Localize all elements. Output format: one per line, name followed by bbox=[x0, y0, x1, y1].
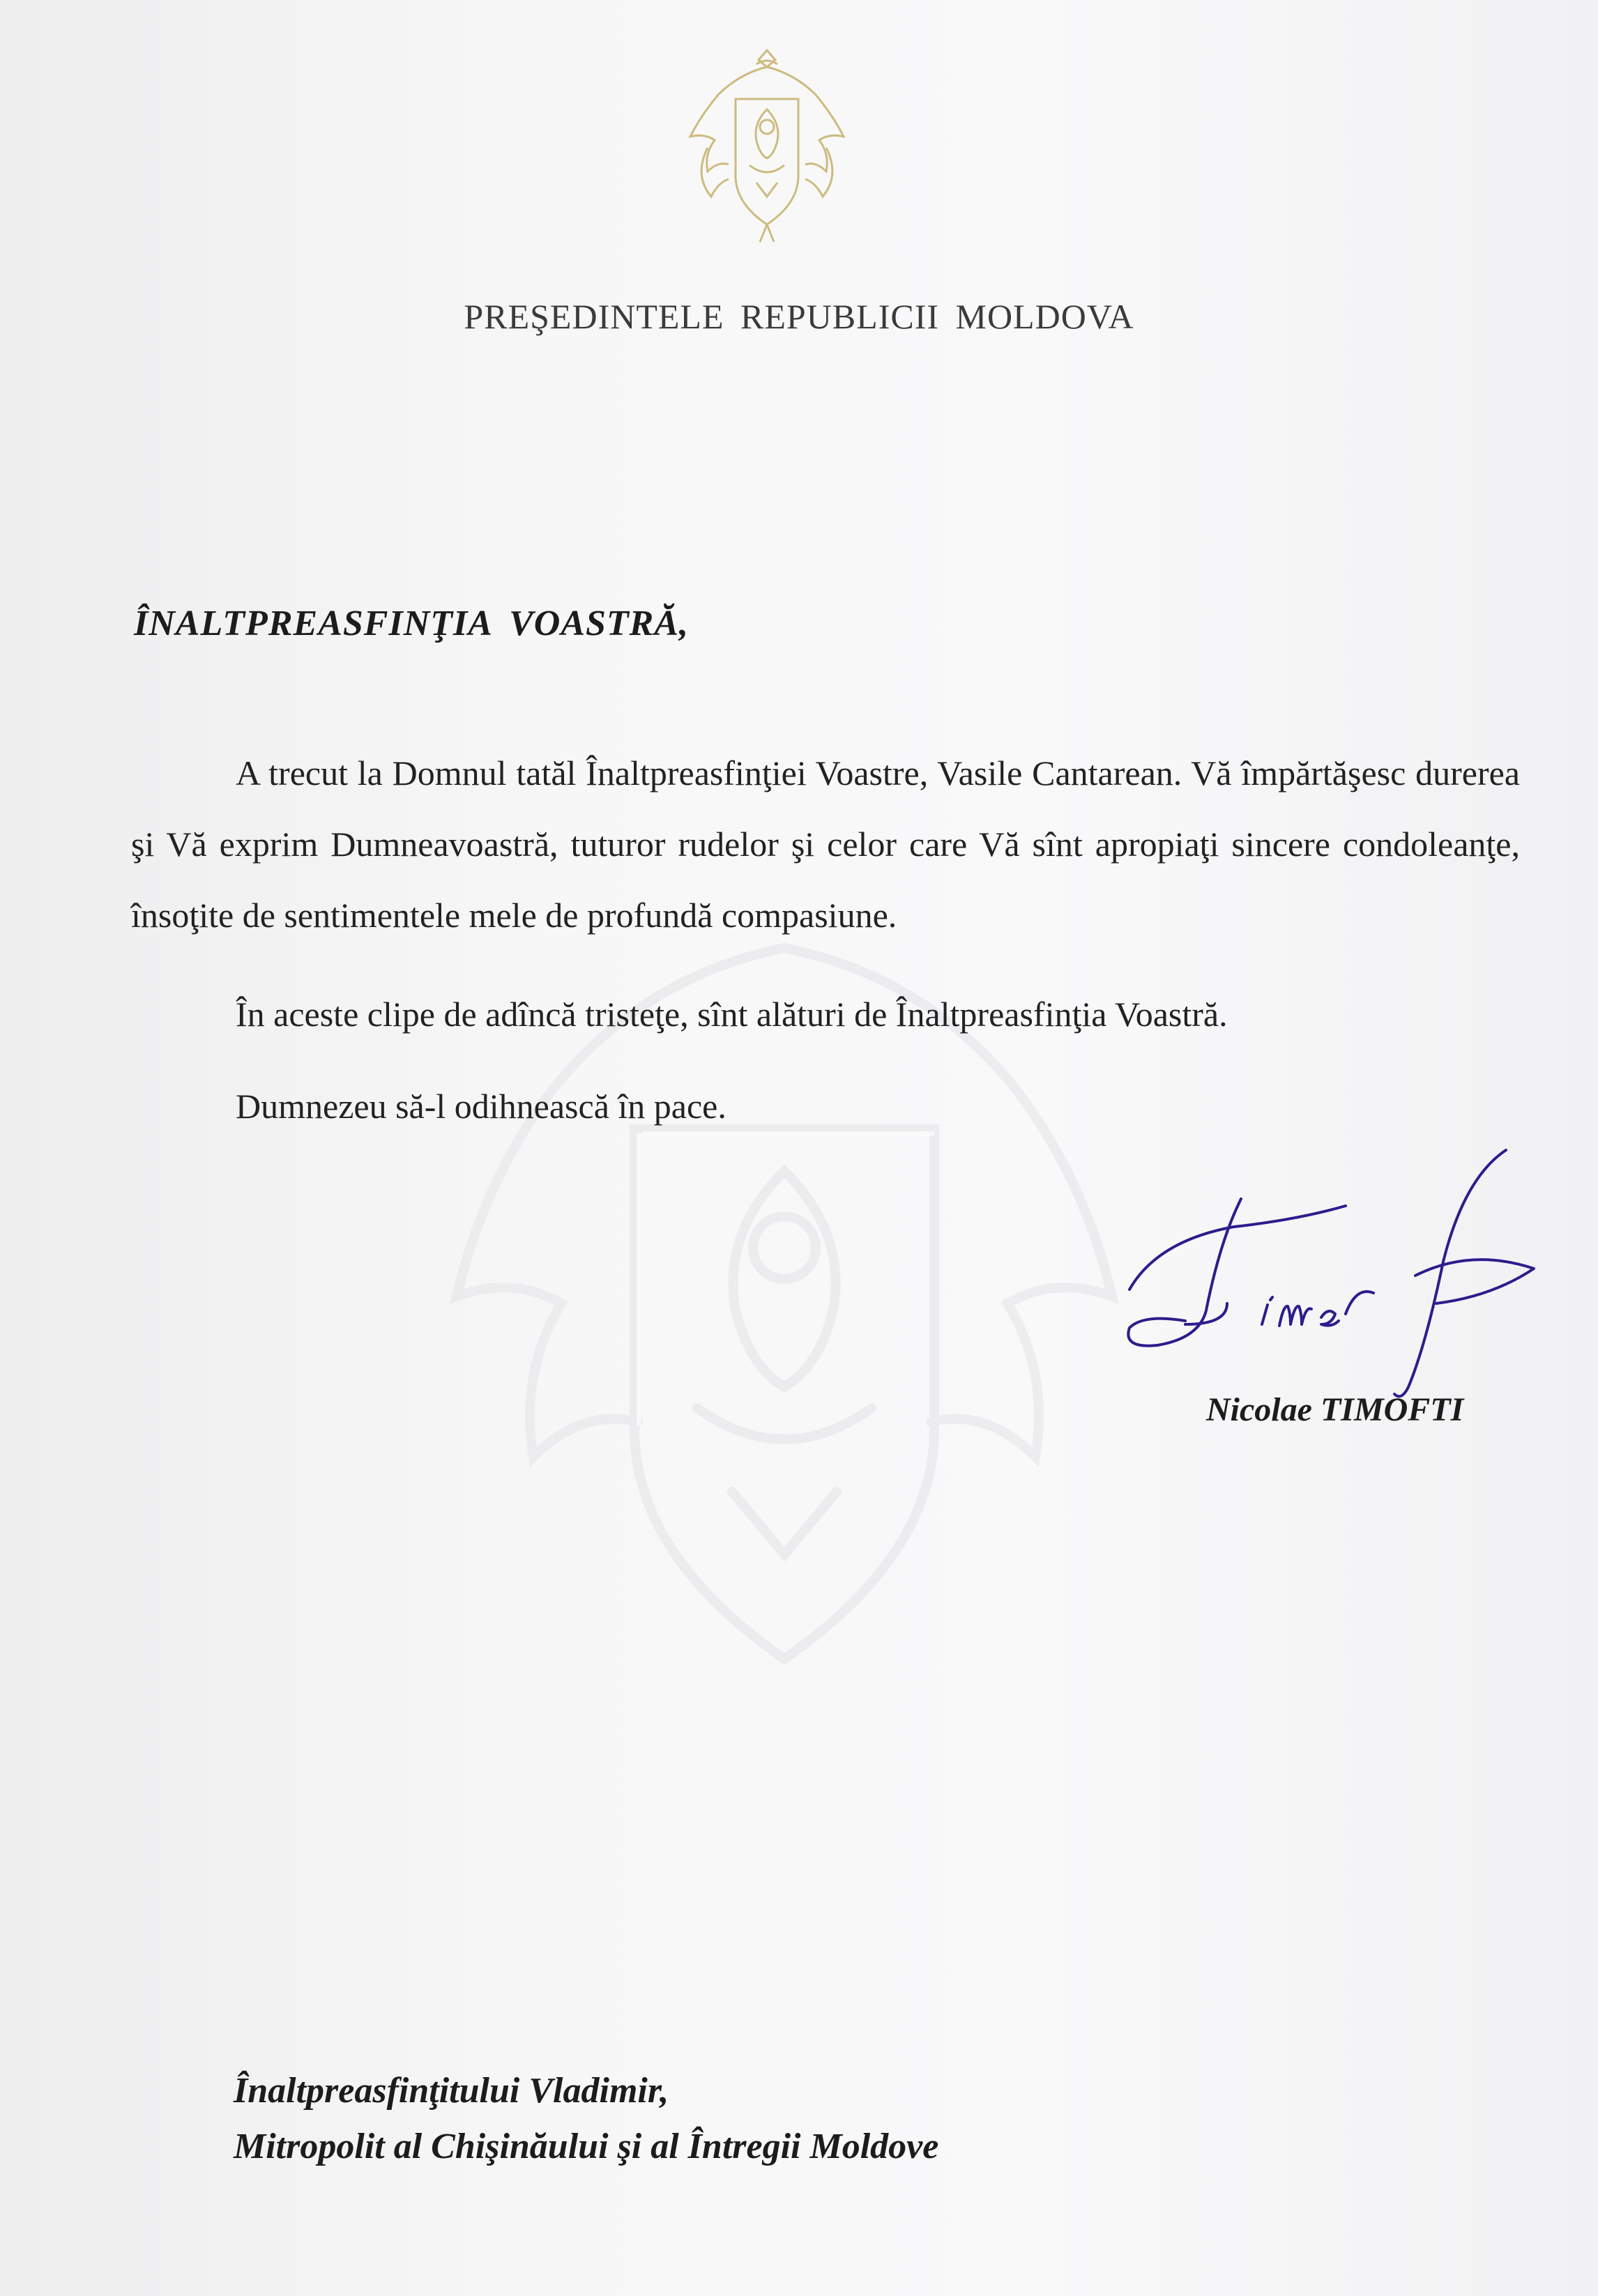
letter-body bbox=[131, 737, 1520, 1142]
handwritten-signature bbox=[1116, 1143, 1548, 1408]
signer-name: Nicolae TIMOFTI bbox=[1206, 1391, 1464, 1428]
paragraph-condolence: A trecut la Domnul tatăl Înaltpreasfinţiei Voastre, Vasile Cantarean. Vă împărtăşesc durerea şi Vă exprim Dumneavoastră, tuturor rudelor şi celor care Vă sînt apropiaţi sincere condoleanţe, însoţite de sentimentele mele de profundă compasiune. bbox=[131, 753, 1520, 935]
recipient-name: Înaltpreasfinţitului Vladimir, bbox=[234, 2071, 669, 2111]
salutation: ÎNALTPREASFINŢIA VOASTRĂ, bbox=[134, 604, 690, 643]
header-title: PREŞEDINTELE REPUBLICII MOLDOVA bbox=[464, 297, 1134, 336]
paragraph-sympathy: În aceste clipe de adîncă tristeţe, sînt alături de Înaltpreasfinţia Voastră. bbox=[236, 995, 1228, 1034]
paragraph-blessing: Dumnezeu să-l odihnească în pace. bbox=[236, 1087, 726, 1126]
recipient-title: Mitropolit al Chişinăului şi al Întregii Moldove bbox=[234, 2127, 939, 2166]
recipient-block bbox=[234, 2063, 938, 2175]
coat-of-arms-icon bbox=[680, 43, 854, 245]
